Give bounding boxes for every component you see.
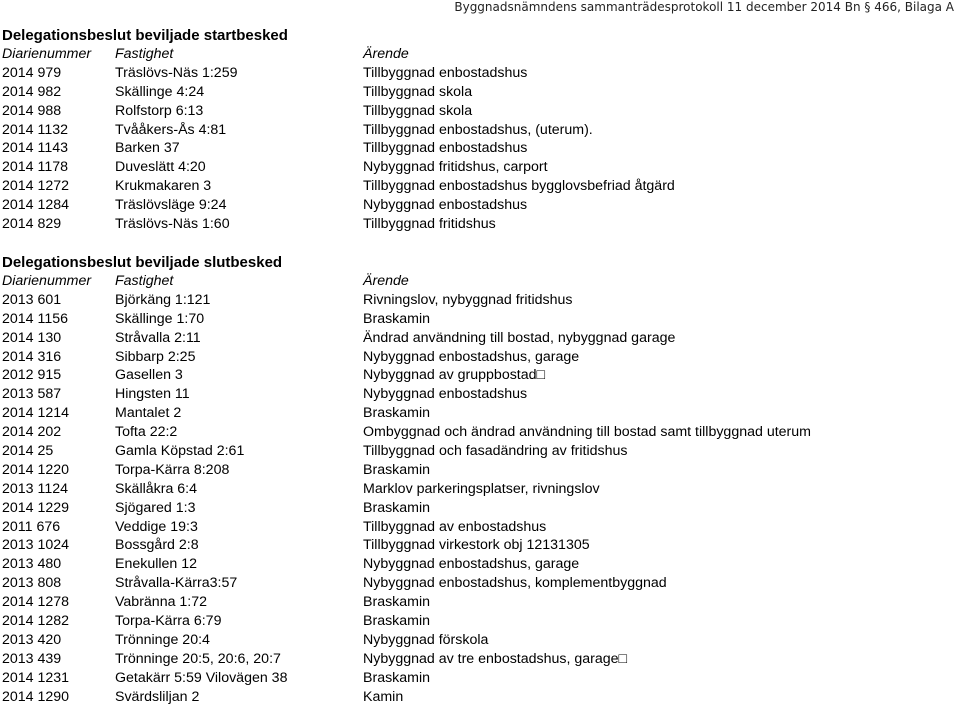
diarienummer-cell: 2014 202 <box>2 424 62 441</box>
arende-cell: Tillbyggnad enbostadshus bygglovsbefriad åtgärd <box>363 178 675 195</box>
diarienummer-cell: 2011 676 <box>2 518 61 535</box>
diarienummer-cell: 2013 439 <box>2 650 62 667</box>
fastighet-cell: Bossgård 2:8 <box>115 537 199 554</box>
arende-cell: Nybyggnad enbostadshus, garage <box>363 556 580 573</box>
fastighet-cell: Tvååkers-Ås 4:81 <box>115 121 227 138</box>
diarienummer-cell: 2014 1290 <box>2 688 70 705</box>
arende-cell: Tillbyggnad och fasadändring av fritidshus <box>363 443 628 460</box>
table-row <box>2 669 431 688</box>
diarienummer-cell: 2012 915 <box>2 367 62 384</box>
arende-cell: Braskamin <box>363 594 431 611</box>
diarienummer-cell: 2014 25 <box>2 443 54 460</box>
diarienummer-cell: 2013 480 <box>2 556 62 573</box>
fastighet-cell: Sjögared 1:3 <box>115 499 196 516</box>
arende-cell: Braskamin <box>363 669 431 686</box>
diarienummer-cell: 2014 1272 <box>2 178 70 195</box>
diarienummer-cell: 2014 988 <box>2 102 62 119</box>
fastighet-cell: Rolfstorp 6:13 <box>115 102 204 119</box>
diarienummer-cell: 2014 130 <box>2 329 62 346</box>
diarienummer-cell: 2013 808 <box>2 575 62 592</box>
diarienummer-cell: 2013 420 <box>2 631 62 648</box>
arende-cell: Rivningslov, nybyggnad fritidshus <box>363 291 573 308</box>
fastighet-cell: Svärdsliljan 2 <box>115 688 200 705</box>
diarienummer-cell: 2014 829 <box>2 216 62 233</box>
arende-cell: Tillbyggnad enbostadshus, (uterum). <box>363 121 593 138</box>
fastighet-cell: Trönninge 20:5, 20:6, 20:7 <box>115 650 281 667</box>
arende-cell: Nybyggnad enbostadshus, komplementbyggnad <box>363 575 667 592</box>
fastighet-cell: Getakärr 5:59 Vilovägen 38 <box>115 669 288 686</box>
fastighet-cell: Träslövs-Näs 1:60 <box>115 216 230 233</box>
table-row <box>2 593 431 612</box>
arende-cell: Tillbyggnad fritidshus <box>363 216 496 233</box>
fastighet-cell: Gamla Köpstad 2:61 <box>115 443 245 460</box>
table-row <box>2 555 580 574</box>
fastighet-cell: Torpa-Kärra 6:79 <box>115 613 222 630</box>
table-row <box>2 215 496 234</box>
startbesked-table <box>2 45 675 234</box>
diarienummer-cell: 2014 1220 <box>2 461 70 478</box>
diarienummer-cell: 2014 1231 <box>2 669 70 686</box>
fastighet-cell: Gasellen 3 <box>115 367 183 384</box>
arende-cell: Ändrad användning till bostad, nybyggnad garage <box>363 329 676 346</box>
diarienummer-cell: 2014 1229 <box>2 499 70 516</box>
arende-cell: Braskamin <box>363 405 431 422</box>
table-row <box>2 518 547 537</box>
column-header-diarienummer: Diarienummer <box>2 46 92 62</box>
arende-cell: Tillbyggnad enbostadshus <box>363 64 528 81</box>
table-row <box>2 310 431 329</box>
arende-cell: Nybyggnad enbostadshus, garage <box>363 348 580 365</box>
table-row <box>2 158 548 177</box>
table-row <box>2 612 431 631</box>
fastighet-cell: Mantalet 2 <box>115 405 182 422</box>
arende-cell: Braskamin <box>363 613 431 630</box>
table-row <box>2 404 431 423</box>
column-header-row <box>2 272 409 291</box>
column-header-arende: Ärende <box>363 46 409 62</box>
diarienummer-cell: 2014 316 <box>2 348 62 365</box>
diarienummer-cell: 2014 1132 <box>2 121 69 138</box>
table-row <box>2 64 528 83</box>
diarienummer-cell: 2013 587 <box>2 386 62 403</box>
fastighet-cell: Tofta 22:2 <box>115 424 178 441</box>
column-header-arende: Ärende <box>363 273 409 289</box>
table-row <box>2 461 431 480</box>
startbesked-section <box>2 27 675 234</box>
table-row <box>2 631 489 650</box>
fastighet-cell: Trönninge 20:4 <box>115 631 210 648</box>
diarienummer-cell: 2014 1178 <box>2 159 69 176</box>
fastighet-cell: Veddige 19:3 <box>115 518 198 535</box>
table-row <box>2 442 628 461</box>
fastighet-cell: Skällinge 4:24 <box>115 83 205 100</box>
fastighet-cell: Duveslätt 4:20 <box>115 159 206 176</box>
diarienummer-cell: 2014 979 <box>2 64 62 81</box>
arende-cell: Tillbyggnad skola <box>363 102 473 119</box>
fastighet-cell: Sibbarp 2:25 <box>115 348 196 365</box>
diarienummer-cell: 2013 601 <box>2 291 62 308</box>
diarienummer-cell: 2014 982 <box>2 83 62 100</box>
table-row <box>2 688 404 707</box>
section-title: Delegationsbeslut beviljade startbesked <box>2 27 288 44</box>
arende-cell: Braskamin <box>363 461 431 478</box>
arende-cell: Ombyggnad och ändrad användning till bostad samt tillbyggnad uterum <box>363 424 811 441</box>
fastighet-cell: Barken 37 <box>115 140 180 157</box>
table-row <box>2 348 580 367</box>
section-title: Delegationsbeslut beviljade slutbesked <box>2 254 283 271</box>
table-row <box>2 385 528 404</box>
arende-cell: Nybyggnad av tre enbostadshus, garage□ <box>363 650 628 667</box>
fastighet-cell: Hingsten 11 <box>115 386 190 403</box>
diarienummer-cell: 2013 1024 <box>2 537 70 554</box>
arende-cell: Tillbyggnad virkestork obj 12131305 <box>363 537 590 554</box>
fastighet-cell: Stråvalla-Kärra3:57 <box>115 575 238 592</box>
table-row <box>2 121 593 140</box>
table-row <box>2 499 431 518</box>
fastighet-cell: Enekullen 12 <box>115 556 198 573</box>
arende-cell: Braskamin <box>363 310 431 327</box>
slutbesked-table <box>2 272 811 706</box>
arende-cell: Tillbyggnad av enbostadshus <box>363 518 547 535</box>
table-row <box>2 196 528 215</box>
table-row <box>2 177 675 196</box>
page-header: Byggnadsnämndens sammanträdesprotokoll 11 december 2014 Bn § 466, Bilaga A <box>454 0 954 14</box>
diarienummer-cell: 2014 1278 <box>2 594 70 611</box>
table-row <box>2 574 667 593</box>
fastighet-cell: Torpa-Kärra 8:208 <box>115 461 230 478</box>
table-row <box>2 480 600 499</box>
fastighet-cell: Krukmakaren 3 <box>115 178 212 195</box>
column-header-fastighet: Fastighet <box>115 273 174 289</box>
slutbesked-section <box>2 254 811 706</box>
table-row <box>2 366 546 385</box>
fastighet-cell: Träslövsläge 9:24 <box>115 197 227 214</box>
arende-cell: Braskamin <box>363 499 431 516</box>
arende-cell: Nybyggnad förskola <box>363 631 489 648</box>
arende-cell: Nybyggnad av gruppbostad□ <box>363 367 546 384</box>
column-header-diarienummer: Diarienummer <box>2 273 92 289</box>
arende-cell: Nybyggnad enbostadshus <box>363 197 528 214</box>
diarienummer-cell: 2014 1143 <box>2 140 69 157</box>
table-row <box>2 329 676 348</box>
fastighet-cell: Skällåkra 6:4 <box>115 480 198 497</box>
fastighet-cell: Stråvalla 2:11 <box>115 329 201 346</box>
table-row <box>2 102 473 121</box>
diarienummer-cell: 2013 1124 <box>2 480 69 497</box>
arende-cell: Tillbyggnad skola <box>363 83 473 100</box>
diarienummer-cell: 2014 1214 <box>2 405 70 422</box>
fastighet-cell: Träslövs-Näs 1:259 <box>115 64 238 81</box>
arende-cell: Tillbyggnad enbostadshus <box>363 140 528 157</box>
table-row <box>2 139 528 158</box>
diarienummer-cell: 2014 1284 <box>2 197 70 214</box>
fastighet-cell: Skällinge 1:70 <box>115 310 205 327</box>
diarienummer-cell: 2014 1156 <box>2 310 69 327</box>
arende-cell: Kamin <box>363 688 404 705</box>
table-row <box>2 291 573 310</box>
table-row <box>2 536 590 555</box>
arende-cell: Nybyggnad enbostadshus <box>363 386 528 403</box>
fastighet-cell: Björkäng 1:121 <box>115 291 211 308</box>
arende-cell: Nybyggnad fritidshus, carport <box>363 159 548 176</box>
column-header-fastighet: Fastighet <box>115 46 174 62</box>
fastighet-cell: Vabränna 1:72 <box>115 594 208 611</box>
table-row <box>2 423 811 442</box>
table-row <box>2 650 628 669</box>
arende-cell: Marklov parkeringsplatser, rivningslov <box>363 480 600 497</box>
column-header-row <box>2 45 409 64</box>
diarienummer-cell: 2014 1282 <box>2 613 70 630</box>
table-row <box>2 83 473 102</box>
